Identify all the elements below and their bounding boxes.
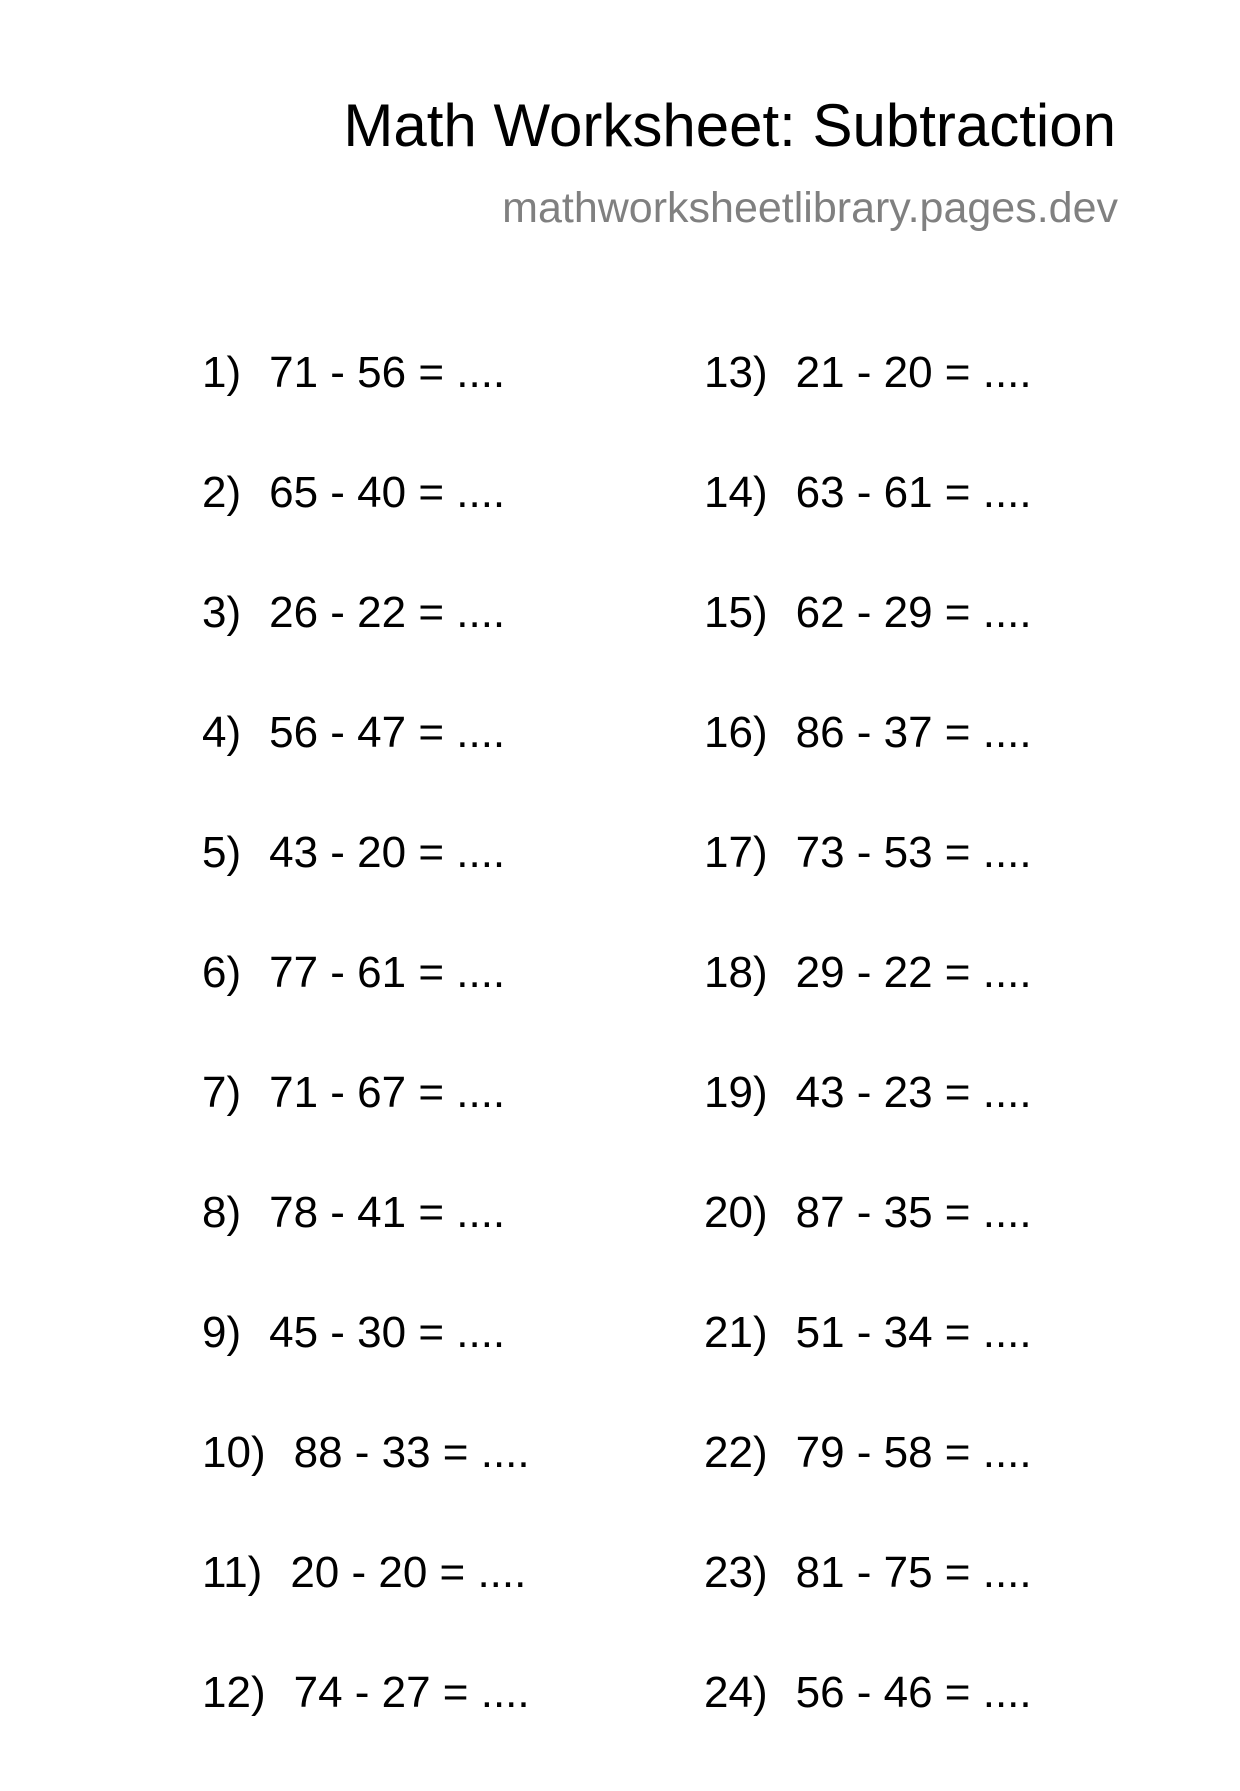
problem-item [202, 1428, 530, 1551]
problem-expression: 56 - 47 = .... [269, 708, 506, 757]
problem-item [202, 1308, 530, 1431]
problem-expression: 74 - 27 = .... [293, 1668, 530, 1717]
problems-column-right [704, 348, 1032, 1791]
problem-number: 12) [202, 1668, 266, 1717]
problem-number: 14) [704, 468, 768, 517]
problem-number: 4) [202, 708, 242, 757]
problem-number: 9) [202, 1308, 242, 1357]
problem-item [704, 1668, 1032, 1791]
problem-item [704, 588, 1032, 711]
problem-item [202, 1668, 530, 1791]
problem-number: 18) [704, 948, 768, 997]
problem-expression: 26 - 22 = .... [269, 588, 506, 637]
problem-number: 17) [704, 828, 768, 877]
problem-expression: 71 - 67 = .... [269, 1068, 506, 1117]
problem-item [704, 1548, 1032, 1671]
problem-number: 10) [202, 1428, 266, 1477]
problem-expression: 29 - 22 = .... [795, 948, 1032, 997]
problem-item [704, 348, 1032, 471]
problem-number: 22) [704, 1428, 768, 1477]
problem-expression: 21 - 20 = .... [795, 348, 1032, 397]
problem-expression: 87 - 35 = .... [795, 1188, 1032, 1237]
problem-item [704, 1308, 1032, 1431]
problem-expression: 43 - 23 = .... [795, 1068, 1032, 1117]
problem-item [202, 708, 530, 831]
problem-expression: 88 - 33 = .... [293, 1428, 530, 1477]
problem-item [704, 468, 1032, 591]
problem-expression: 73 - 53 = .... [795, 828, 1032, 877]
problem-expression: 56 - 46 = .... [795, 1668, 1032, 1717]
problem-item [202, 468, 530, 591]
problem-number: 5) [202, 828, 242, 877]
problem-number: 7) [202, 1068, 242, 1117]
problem-item [202, 1068, 530, 1191]
problem-number: 2) [202, 468, 242, 517]
problem-expression: 78 - 41 = .... [269, 1188, 506, 1237]
problems-column-left [202, 348, 530, 1791]
problem-expression: 20 - 20 = .... [290, 1548, 527, 1597]
problem-number: 8) [202, 1188, 242, 1237]
problem-item [704, 1428, 1032, 1551]
problem-item [202, 1548, 530, 1671]
problem-number: 13) [704, 348, 768, 397]
problem-number: 11) [202, 1548, 263, 1597]
problem-expression: 45 - 30 = .... [269, 1308, 506, 1357]
problem-number: 21) [704, 1308, 768, 1357]
problem-item [202, 948, 530, 1071]
problem-number: 3) [202, 588, 242, 637]
problem-expression: 86 - 37 = .... [795, 708, 1032, 757]
problem-number: 16) [704, 708, 768, 757]
problem-item [202, 1188, 530, 1311]
problem-item [202, 348, 530, 471]
page-title: Math Worksheet: Subtraction [343, 92, 1116, 159]
problem-item [704, 708, 1032, 831]
problem-expression: 77 - 61 = .... [269, 948, 506, 997]
problem-expression: 43 - 20 = .... [269, 828, 506, 877]
problem-expression: 62 - 29 = .... [795, 588, 1032, 637]
problem-expression: 63 - 61 = .... [795, 468, 1032, 517]
problem-number: 6) [202, 948, 242, 997]
problem-item [704, 828, 1032, 951]
problem-number: 20) [704, 1188, 768, 1237]
problem-expression: 79 - 58 = .... [795, 1428, 1032, 1477]
problem-number: 19) [704, 1068, 768, 1117]
page-subtitle: mathworksheetlibrary.pages.dev [502, 184, 1118, 232]
problem-item [704, 1188, 1032, 1311]
problem-expression: 65 - 40 = .... [269, 468, 506, 517]
problem-item [704, 1068, 1032, 1191]
problem-item [202, 828, 530, 951]
problem-number: 15) [704, 588, 768, 637]
problem-item [202, 588, 530, 711]
problem-expression: 81 - 75 = .... [795, 1548, 1032, 1597]
problem-expression: 71 - 56 = .... [269, 348, 506, 397]
problem-number: 24) [704, 1668, 768, 1717]
problem-number: 23) [704, 1548, 768, 1597]
problem-expression: 51 - 34 = .... [795, 1308, 1032, 1357]
problem-number: 1) [202, 348, 242, 397]
problem-item [704, 948, 1032, 1071]
